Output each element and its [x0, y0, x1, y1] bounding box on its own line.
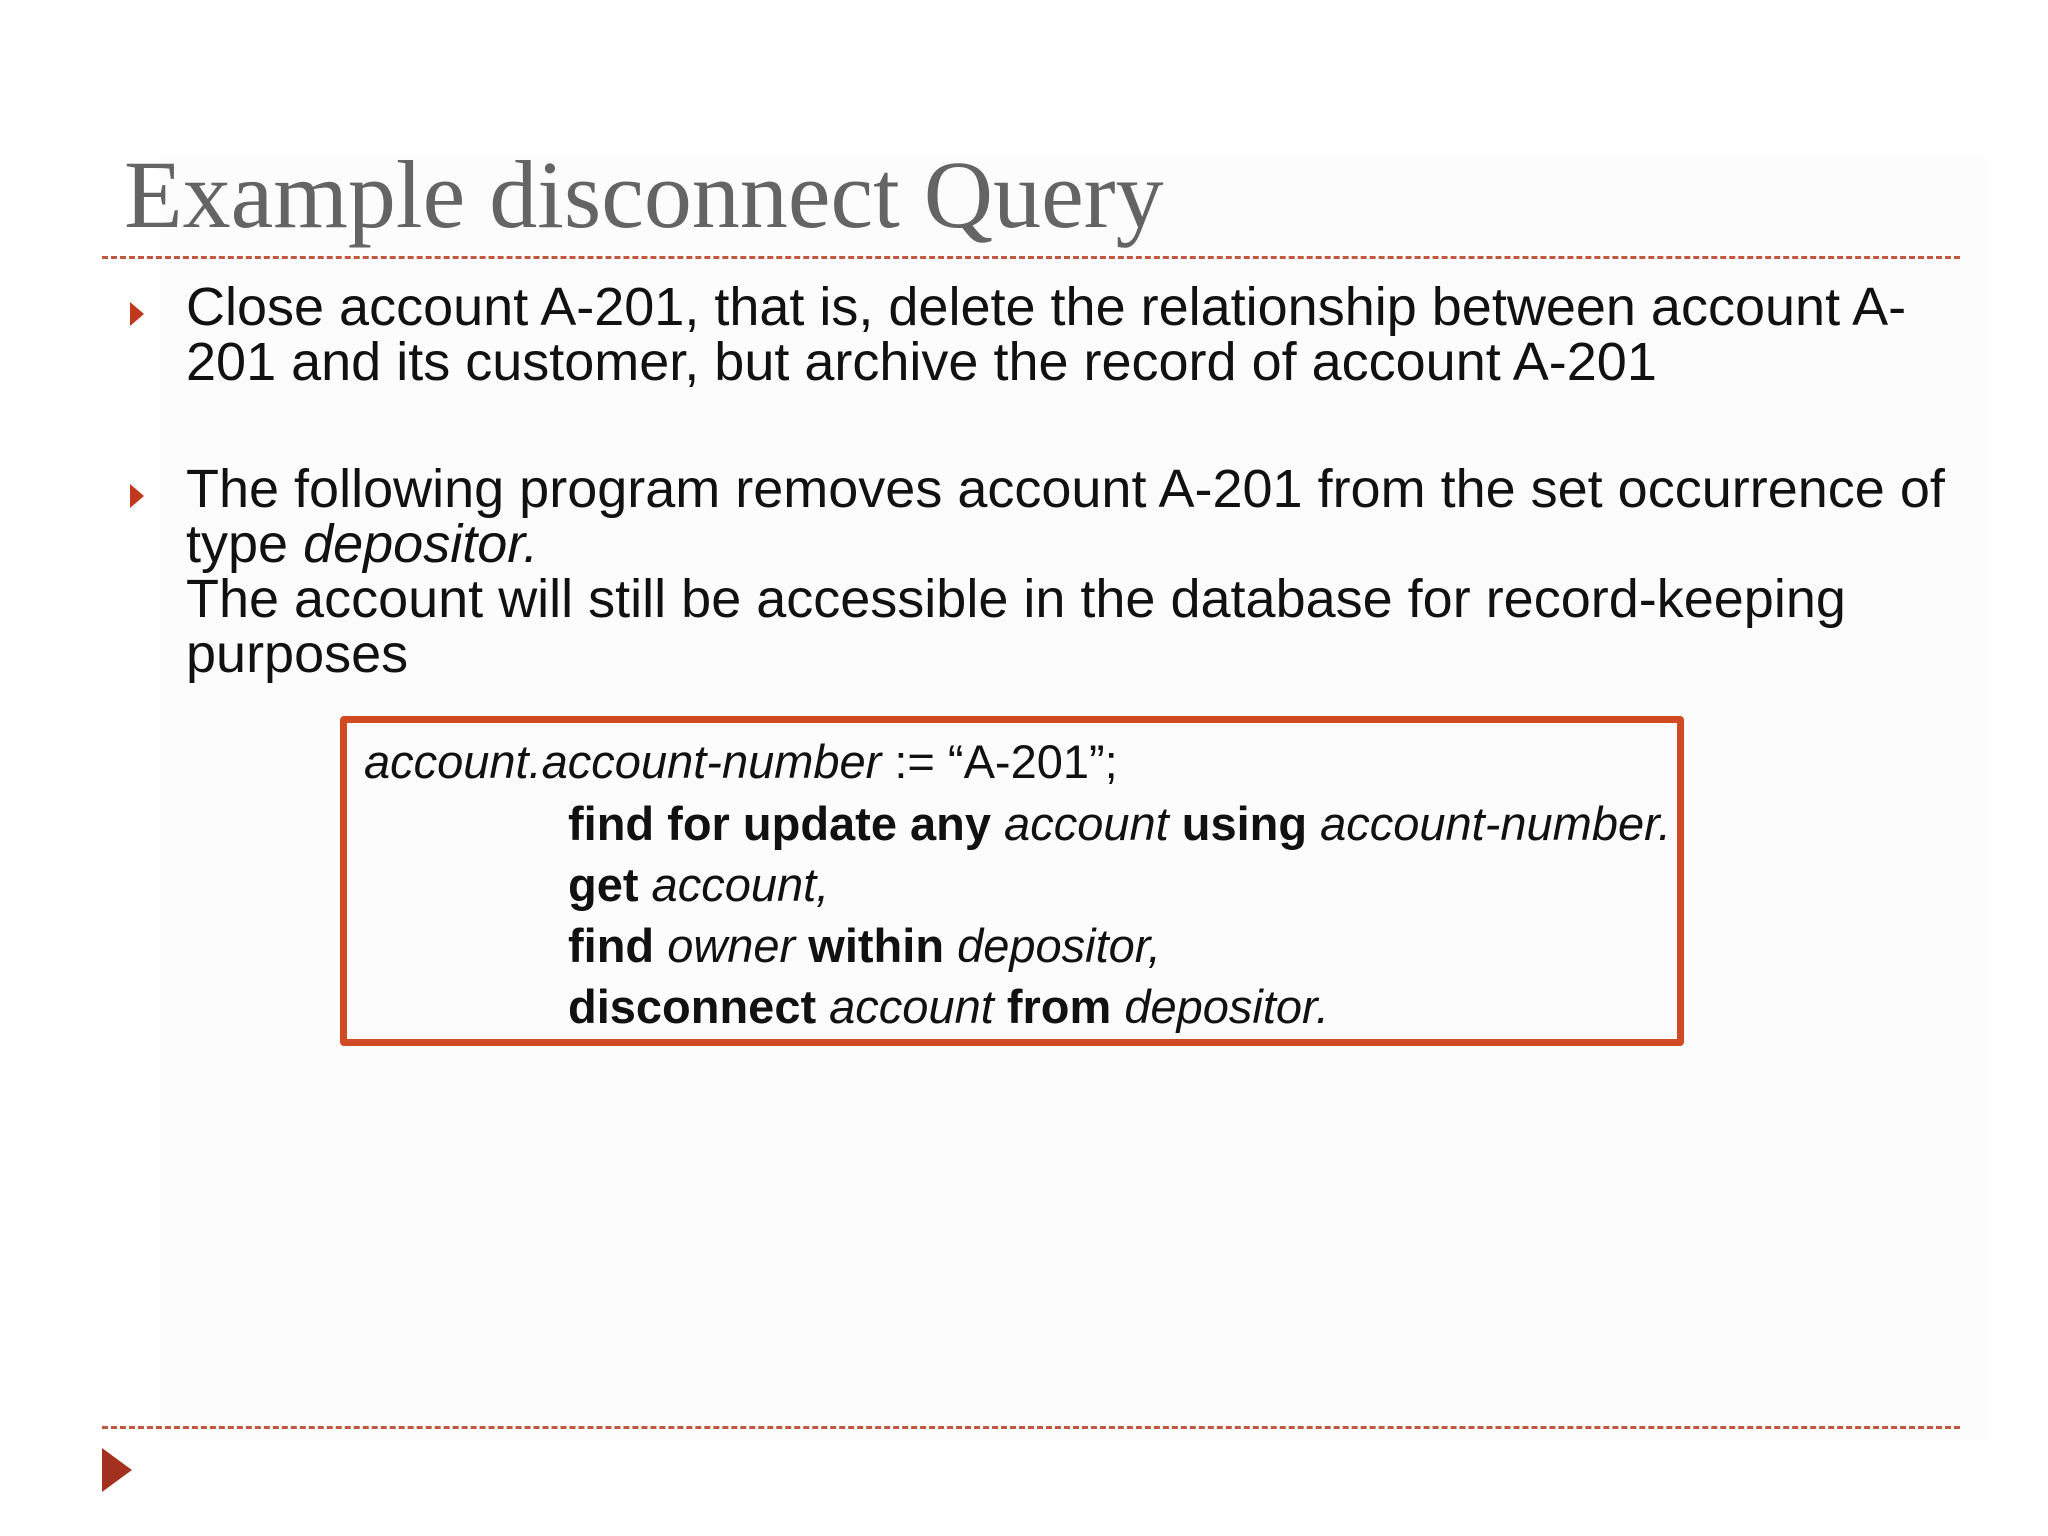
triangle-right-icon — [130, 302, 144, 326]
code-variable: account.account-number — [364, 735, 882, 788]
bullet-text — [186, 277, 1946, 392]
code-line — [568, 794, 1671, 854]
bullet-paragraph: Close account A-201, that is, delete the relationship between account A-201 and its customer, but archive the record of account A-201 — [186, 277, 1907, 392]
next-slide-icon[interactable] — [102, 1448, 132, 1492]
slide-title: Example disconnect Query — [124, 141, 1164, 248]
code-keyword: find — [568, 919, 655, 972]
bullet-text — [186, 459, 1946, 684]
code-identifier: depositor. — [1111, 980, 1330, 1033]
code-line — [568, 855, 829, 915]
code-keyword: get — [568, 858, 639, 911]
code-keyword: from — [1006, 980, 1112, 1033]
title-divider — [102, 256, 1960, 259]
triangle-right-icon — [130, 484, 144, 508]
code-keyword: find for update any — [568, 797, 991, 850]
code-keyword: using — [1181, 797, 1308, 850]
code-keyword: disconnect — [568, 980, 817, 1033]
code-identifier: owner — [654, 919, 809, 972]
code-identifier: depositor, — [944, 919, 1161, 972]
code-identifier: account — [816, 980, 1007, 1033]
code-line — [364, 732, 1118, 792]
footer-divider — [102, 1426, 1960, 1429]
code-line — [568, 916, 1161, 976]
bullet-text-emphasis: depositor. — [303, 514, 539, 574]
code-assignment: := “A-201”; — [881, 735, 1118, 788]
code-identifier: account, — [638, 858, 830, 911]
code-identifier: account — [991, 797, 1182, 850]
code-line — [568, 977, 1329, 1037]
bullet-paragraph: The account will still be accessible in the database for record-keeping purposes — [186, 569, 1846, 684]
bullet-paragraph — [186, 459, 1946, 574]
code-keyword: within — [808, 919, 945, 972]
code-identifier: account-number. — [1307, 797, 1672, 850]
bullet-text-plain: The following program removes account A-201 from the set occurrence of type — [186, 459, 1945, 574]
